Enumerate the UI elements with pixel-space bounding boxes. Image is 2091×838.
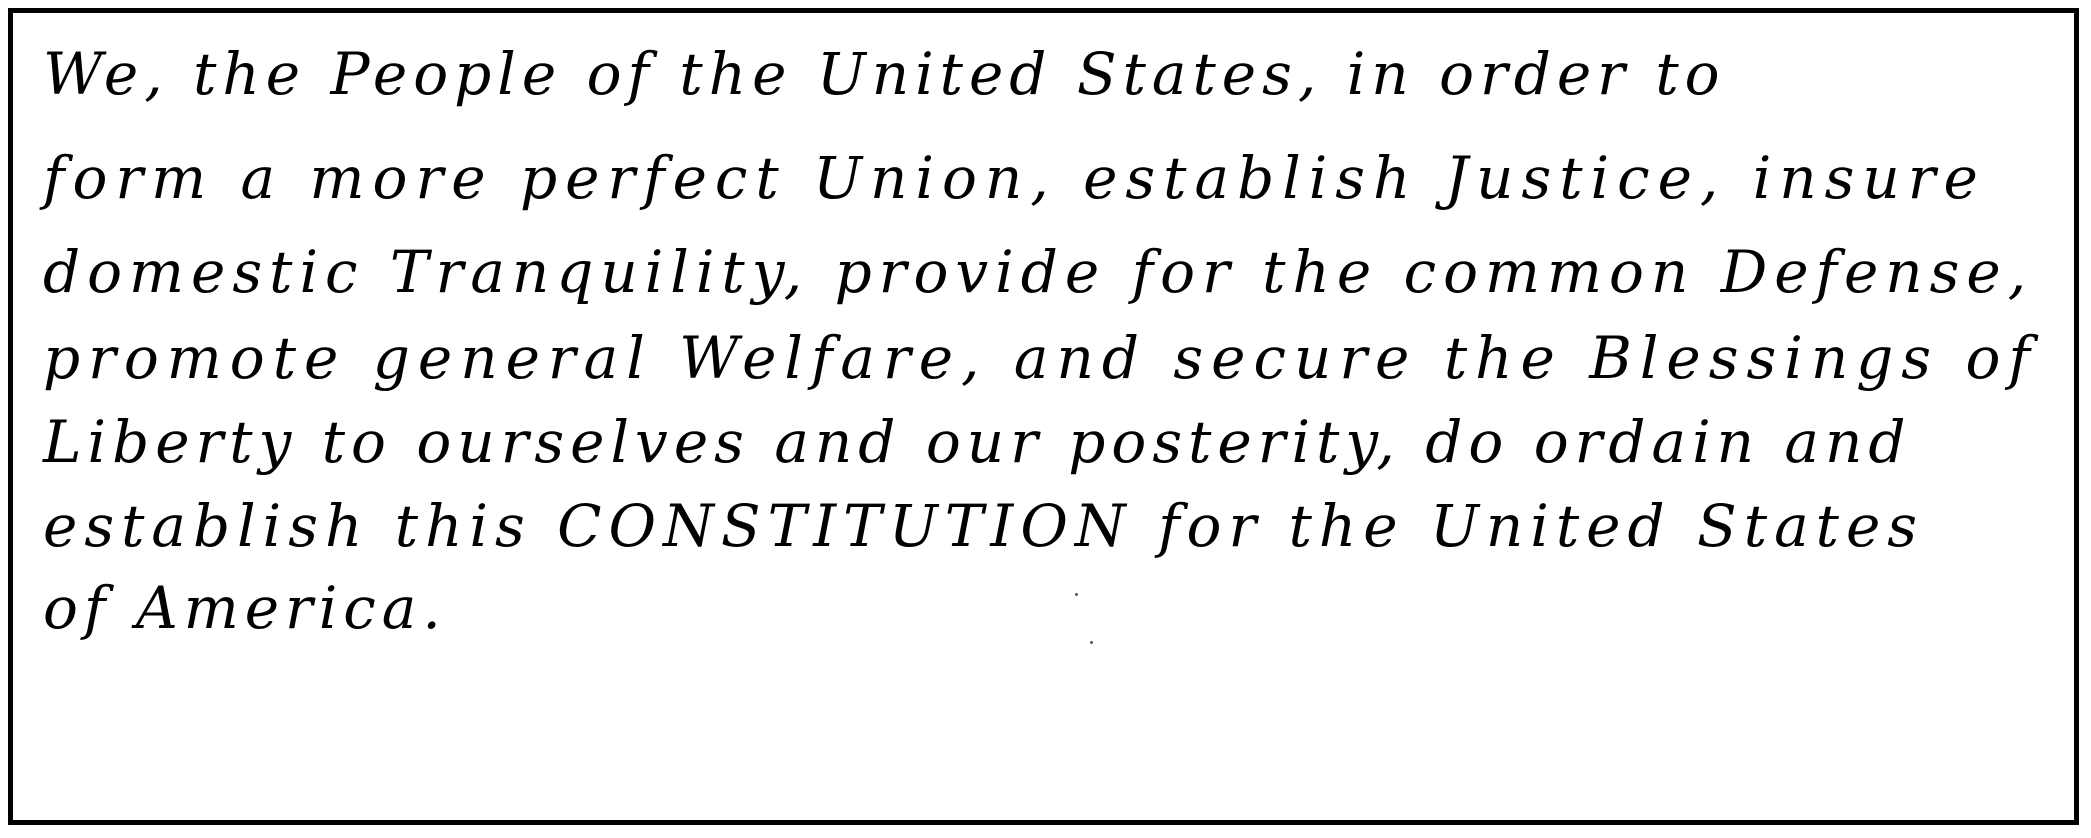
- text-line: domestic Tranquility, provide for the common Defense,: [43, 238, 2034, 306]
- text-line: Liberty to ourselves and our posterity, do ordain and: [43, 408, 1912, 476]
- ink-speck: [1090, 641, 1093, 644]
- text-line: promote general Welfare, and secure the Blessings of: [43, 324, 2038, 392]
- text-line: form a more perfect Union, establish Justice, insure: [43, 144, 1986, 212]
- text-line: We, the People of the United States, in order to: [43, 40, 1726, 108]
- ink-speck: [1075, 593, 1078, 596]
- text-line: of America.: [43, 574, 447, 642]
- handwriting-frame: [8, 8, 2079, 825]
- text-line: establish this CONSTITUTION for the United States: [43, 492, 1925, 560]
